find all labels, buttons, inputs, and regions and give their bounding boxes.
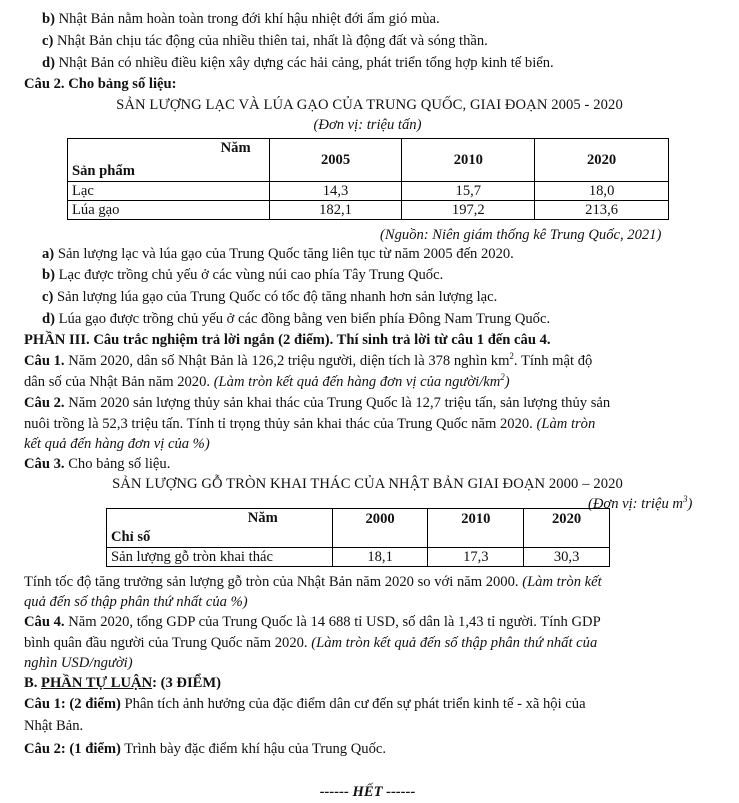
table1-title: SẢN LƯỢNG LẠC VÀ LÚA GẠO CỦA TRUNG QUỐC, GIAI ĐOẠN 2005 - 2020	[116, 97, 623, 113]
part3-q3-after-line1: Tính tốc độ tăng trưởng sản lượng gỗ tròn của Nhật Bản năm 2020 so với năm 2000. (Làm tròn kết	[24, 574, 602, 590]
partB-q1-line2: Nhật Bản.	[24, 718, 84, 734]
table-cell: 30,3	[524, 548, 610, 567]
part3-heading: PHẦN III. Câu trắc nghiệm trả lời ngắn (2 điểm). Thí sinh trả lời từ câu 1 đến câu 4.	[24, 332, 551, 348]
table-cell: 14,3	[269, 182, 402, 201]
row-label: Lạc	[68, 182, 270, 201]
part3-q2-line2: nuôi trồng là 52,3 triệu tấn. Tính tỉ trọng thủy sản khai thác của Trung Quốc năm 2020. (Làm tròn	[24, 416, 596, 432]
table-row	[68, 201, 669, 220]
table2-year-2020: 2020	[524, 509, 610, 548]
row-label: Sản lượng gỗ tròn khai thác	[107, 548, 333, 567]
table-cell: 15,7	[402, 182, 535, 201]
table1-year-2010: 2010	[402, 139, 535, 182]
part3-q3-after-line2: quả đến số thập phân thứ nhất của %)	[24, 594, 248, 610]
question-2-label: Câu 2. Cho bảng số liệu:	[24, 76, 177, 92]
part3-q1-line1: Câu 1. Năm 2020, dân số Nhật Bản là 126,2 triệu người, diện tích là 378 nghìn $km^2$. Tính mật độ	[24, 351, 593, 369]
table2-year-2000: 2000	[332, 509, 428, 548]
table1-year-2020: 2020	[535, 139, 669, 182]
table-cell: 18,0	[535, 182, 669, 201]
statement-2a: a) Sản lượng lạc và lúa gạo của Trung Quốc tăng liên tục từ năm 2005 đến 2020.	[42, 246, 514, 262]
table-row	[107, 548, 610, 567]
table1-source: (Nguồn: Niên giám thống kê Trung Quốc, 2021)	[380, 227, 662, 243]
table1-unit: (Đơn vị: triệu tấn)	[313, 117, 422, 133]
part3-q4-line3: nghìn USD/người)	[24, 655, 133, 671]
part3-q4-line2: bình quân đầu người của Trung Quốc năm 2020. (Làm tròn kết quả đến số thập phân thứ nhất của	[24, 635, 598, 651]
table1-corner-header: Năm Sản phẩm	[68, 139, 270, 182]
end-mark: ------ HẾT ------	[319, 784, 416, 800]
statement-2c: c) Sản lượng lúa gạo của Trung Quốc có tốc độ tăng nhanh hơn sản lượng lạc.	[42, 289, 498, 305]
table-cell: 17,3	[428, 548, 524, 567]
table-cell: 197,2	[402, 201, 535, 220]
partB-heading: B. PHẦN TỰ LUẬN: (3 ĐIỂM)	[24, 675, 222, 691]
statement-1d: d) Nhật Bản có nhiều điều kiện xây dựng các hải cảng, phát triển tổng hợp kinh tế biển.	[42, 55, 554, 71]
table2	[106, 508, 610, 567]
table-row	[68, 182, 669, 201]
row-label: Lúa gạo	[68, 201, 270, 220]
table-cell: 18,1	[332, 548, 428, 567]
part3-q4-line1: Câu 4. Năm 2020, tổng GDP của Trung Quốc là 14 688 tỉ USD, số dân là 1,43 tỉ người. Tính GDP	[24, 614, 601, 630]
table1	[67, 138, 669, 220]
table2-year-2010: 2010	[428, 509, 524, 548]
statement-2b: b) Lạc được trồng chủ yếu ở các vùng núi cao phía Tây Trung Quốc.	[42, 267, 444, 283]
statement-1b: b) Nhật Bản nằm hoàn toàn trong đới khí hậu nhiệt đới ẩm gió mùa.	[42, 11, 440, 27]
table2-title: SẢN LƯỢNG GỖ TRÒN KHAI THÁC CỦA NHẬT BẢN GIAI ĐOẠN 2000 – 2020	[112, 476, 623, 492]
part3-q1-line2: dân số của Nhật Bản năm 2020. (Làm tròn kết quả đến hàng đơn vị của người/$km^2$)	[24, 372, 510, 390]
partB-q2: Câu 2: (1 điểm) Trình bày đặc điểm khí hậu của Trung Quốc.	[24, 741, 386, 757]
statement-1c: c) Nhật Bản chịu tác động của nhiều thiên tai, nhất là động đất và sóng thần.	[42, 33, 488, 49]
table2-unit: (Đơn vị: triệu $m^3$)	[588, 494, 693, 512]
table1-year-2005: 2005	[269, 139, 402, 182]
part3-q2-line1: Câu 2. Năm 2020 sản lượng thủy sản khai thác của Trung Quốc là 12,7 triệu tấn, sản lượng thủy sản	[24, 395, 611, 411]
part3-q3-line: Câu 3. Cho bảng số liệu.	[24, 456, 171, 472]
part3-q2-line3: kết quả đến hàng đơn vị của %)	[24, 436, 210, 452]
table-cell: 182,1	[269, 201, 402, 220]
statement-2d: d) Lúa gạo được trồng chủ yếu ở các đồng bằng ven biển phía Đông Nam Trung Quốc.	[42, 311, 551, 327]
table2-corner-header: Năm Chỉ số	[107, 509, 333, 548]
partB-q1-line1: Câu 1: (2 điểm) Phân tích ảnh hưởng của đặc điểm dân cư đến sự phát triển kinh tế - xã hội của	[24, 696, 586, 712]
table-cell: 213,6	[535, 201, 669, 220]
